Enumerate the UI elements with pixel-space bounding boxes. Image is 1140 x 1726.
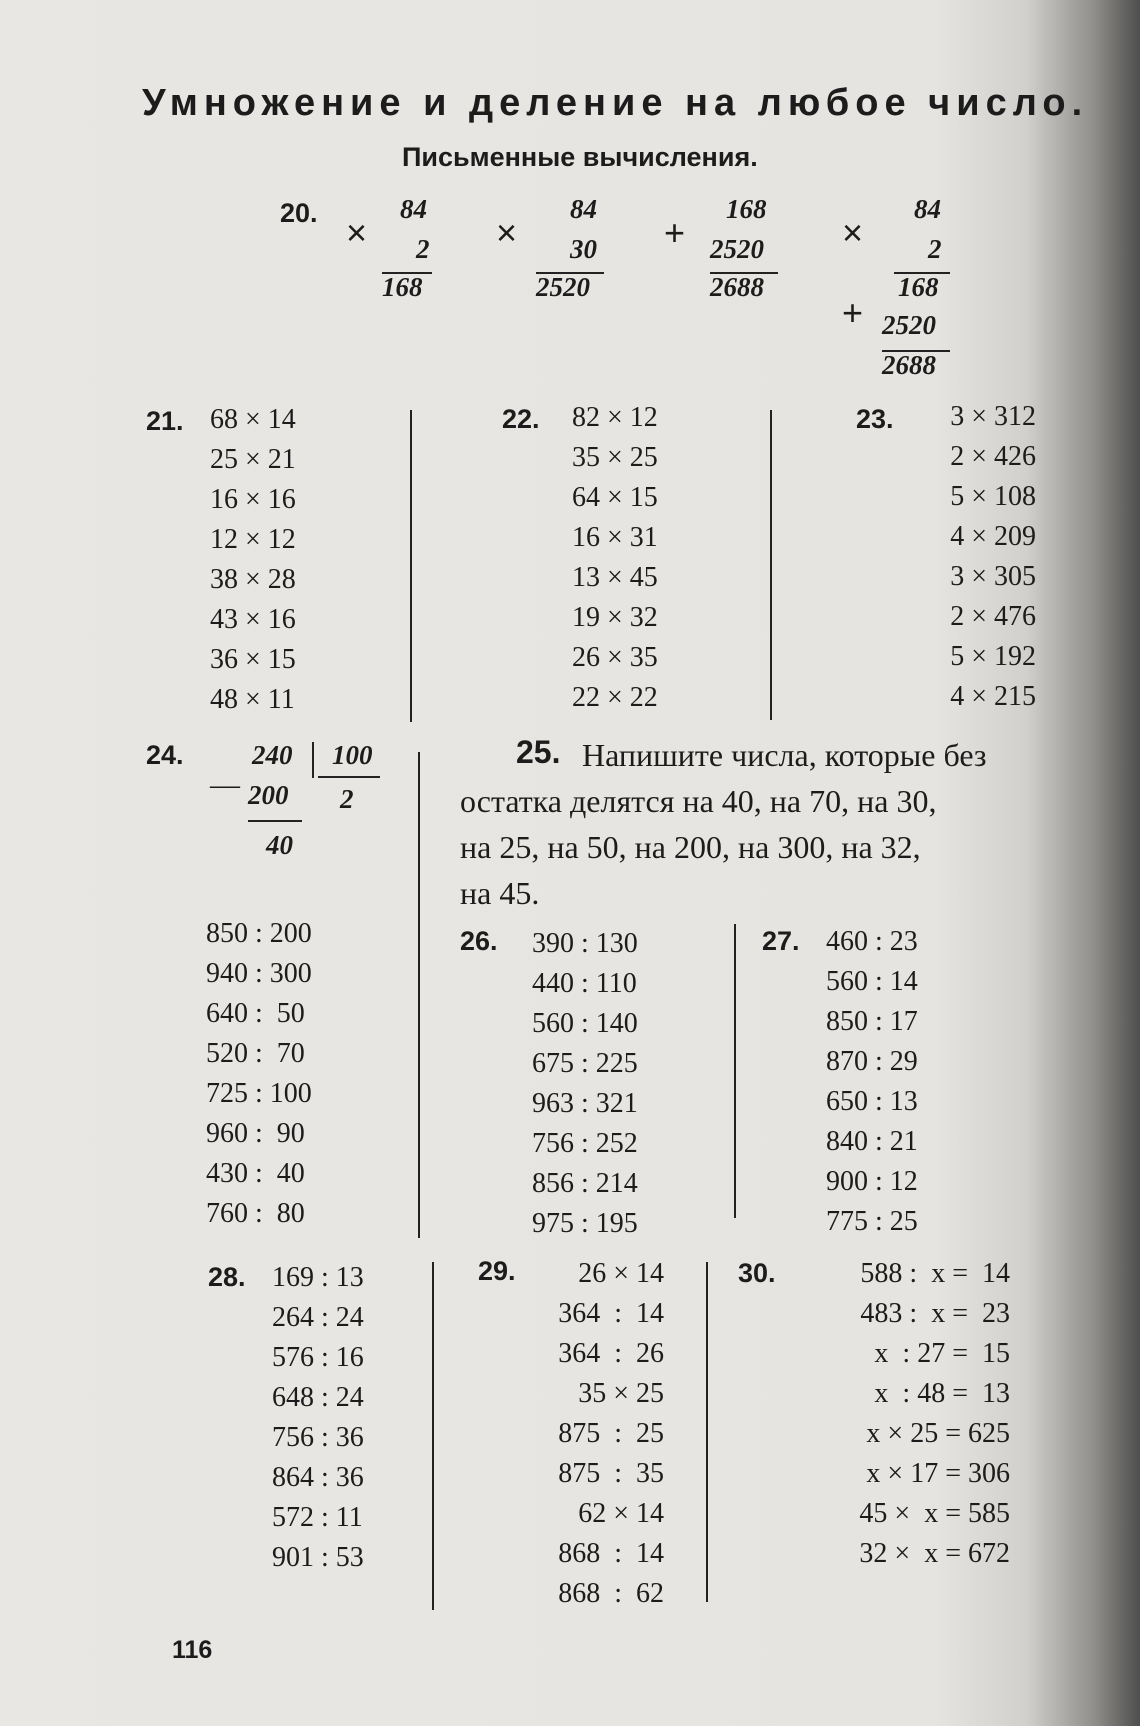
list-item: 12 × 12 <box>210 524 296 555</box>
result: 168 <box>382 272 423 302</box>
column-divider <box>432 1262 434 1610</box>
list-item: 38 × 28 <box>210 564 296 595</box>
result: 2688 <box>882 350 936 380</box>
operand: 2520 <box>882 310 936 340</box>
subtrahend: 200 <box>248 780 289 810</box>
list-item: 840 : 21 <box>826 1126 918 1157</box>
list-item: 640 : 50 <box>206 998 305 1029</box>
subtraction-line <box>248 820 302 822</box>
page-title: Умножение и деление на любое число. <box>142 82 1089 124</box>
list-item: x × 17 = 306 <box>866 1458 1010 1489</box>
list-item: 760 : 80 <box>206 1198 305 1229</box>
column-divider <box>734 924 736 1218</box>
list-item: 2 × 476 <box>950 601 1036 632</box>
list-item: 460 : 23 <box>826 926 918 957</box>
list-item: 588 : x = 14 <box>860 1258 1010 1289</box>
paragraph-line: на 45. <box>460 875 540 911</box>
paragraph-line: остатка делятся на 40, на 70, на 30, <box>460 783 937 819</box>
list-item: 2 × 426 <box>950 441 1036 472</box>
list-item: 364 : 26 <box>558 1338 664 1369</box>
exercise-number: 23. <box>856 404 894 434</box>
list-item: 62 × 14 <box>578 1498 664 1529</box>
list-item: 520 : 70 <box>206 1038 305 1069</box>
operand: 84 <box>570 194 597 224</box>
list-item: 5 × 108 <box>950 481 1036 512</box>
multiply-sign: × <box>496 212 518 253</box>
list-item: 756 : 252 <box>532 1128 638 1159</box>
operand: 2520 <box>710 234 764 264</box>
list-item: 856 : 214 <box>532 1168 638 1199</box>
list-item: 3 × 312 <box>950 401 1036 432</box>
list-item: 483 : x = 23 <box>860 1298 1010 1329</box>
exercise-number: 20. <box>280 198 318 228</box>
list-item: 572 : 11 <box>272 1502 363 1533</box>
exercise-number: 24. <box>146 740 184 770</box>
divisor: 100 <box>332 740 373 770</box>
list-item: 25 × 21 <box>210 444 296 475</box>
list-item: 560 : 140 <box>532 1008 638 1039</box>
operand: 84 <box>400 194 427 224</box>
multiply-sign: × <box>346 212 368 253</box>
list-item: 864 : 36 <box>272 1462 364 1493</box>
division-bar <box>312 742 314 778</box>
list-item: 900 : 12 <box>826 1166 918 1197</box>
list-item: 576 : 16 <box>272 1342 364 1373</box>
list-item: 16 × 31 <box>572 522 658 553</box>
list-item: 43 × 16 <box>210 604 296 635</box>
exercise-number: 29. <box>478 1256 516 1286</box>
operand: 30 <box>570 234 597 264</box>
list-item: 868 : 62 <box>558 1578 664 1609</box>
list-item: 963 : 321 <box>532 1088 638 1119</box>
list-item: 64 × 15 <box>572 482 658 513</box>
result: 168 <box>898 272 939 302</box>
column-divider <box>770 410 772 720</box>
list-item: 960 : 90 <box>206 1118 305 1149</box>
exercise-number: 27. <box>762 926 800 956</box>
list-item: 4 × 215 <box>950 681 1036 712</box>
list-item: 756 : 36 <box>272 1422 364 1453</box>
list-item: 5 × 192 <box>950 641 1036 672</box>
page-number: 116 <box>172 1636 213 1664</box>
operand: 84 <box>914 194 941 224</box>
list-item: 850 : 200 <box>206 918 312 949</box>
list-item: 648 : 24 <box>272 1382 364 1413</box>
list-item: 675 : 225 <box>532 1048 638 1079</box>
list-item: 22 × 22 <box>572 682 658 713</box>
list-item: x : 27 = 15 <box>874 1338 1010 1369</box>
list-item: 4 × 209 <box>950 521 1036 552</box>
multiply-sign: × <box>842 212 864 253</box>
list-item: 870 : 29 <box>826 1046 918 1077</box>
list-item: 430 : 40 <box>206 1158 305 1189</box>
list-item: 901 : 53 <box>272 1542 364 1573</box>
plus-sign: + <box>664 212 686 253</box>
list-item: 390 : 130 <box>532 928 638 959</box>
list-item: 48 × 11 <box>210 684 295 715</box>
column-divider <box>706 1262 708 1602</box>
list-item: 875 : 35 <box>558 1458 664 1489</box>
list-item: 16 × 16 <box>210 484 296 515</box>
operand: 168 <box>726 194 767 224</box>
list-item: 875 : 25 <box>558 1418 664 1449</box>
list-item: 169 : 13 <box>272 1262 364 1293</box>
quotient: 2 <box>340 784 354 814</box>
list-item: 560 : 14 <box>826 966 918 997</box>
list-item: 650 : 13 <box>826 1086 918 1117</box>
list-item: 850 : 17 <box>826 1006 918 1037</box>
list-item: 35 × 25 <box>578 1378 664 1409</box>
list-item: 868 : 14 <box>558 1538 664 1569</box>
exercise-number: 21. <box>146 406 184 436</box>
paragraph-line: на 25, на 50, на 200, на 300, на 32, <box>460 829 921 865</box>
list-item: 264 : 24 <box>272 1302 364 1333</box>
remainder: 40 <box>266 830 293 860</box>
list-item: 32 × x = 672 <box>859 1538 1010 1569</box>
page-subtitle: Письменные вычисления. <box>402 142 758 172</box>
result: 2688 <box>710 272 764 302</box>
plus-sign: + <box>842 292 864 333</box>
divisor-line <box>318 776 380 778</box>
list-item: 975 : 195 <box>532 1208 638 1239</box>
list-item: 13 × 45 <box>572 562 658 593</box>
exercise-number: 30. <box>738 1258 776 1288</box>
paragraph-line: Напишите числа, которые без <box>582 737 987 773</box>
list-item: 775 : 25 <box>826 1206 918 1237</box>
operand: 2 <box>928 234 942 264</box>
list-item: 45 × x = 585 <box>859 1498 1010 1529</box>
operand: 2 <box>416 234 430 264</box>
column-divider <box>418 752 420 1238</box>
exercise-number: 25. <box>516 734 561 770</box>
list-item: 36 × 15 <box>210 644 296 675</box>
list-item: 26 × 35 <box>572 642 658 673</box>
list-item: 68 × 14 <box>210 404 296 435</box>
list-item: x × 25 = 625 <box>866 1418 1010 1449</box>
list-item: 725 : 100 <box>206 1078 312 1109</box>
list-item: 82 × 12 <box>572 402 658 433</box>
exercise-number: 28. <box>208 1262 246 1292</box>
column-divider <box>410 410 412 722</box>
list-item: 940 : 300 <box>206 958 312 989</box>
list-item: 3 × 305 <box>950 561 1036 592</box>
list-item: 26 × 14 <box>578 1258 664 1289</box>
exercise-number: 26. <box>460 926 498 956</box>
minus-sign: — <box>210 768 240 801</box>
list-item: x : 48 = 13 <box>874 1378 1010 1409</box>
list-item: 19 × 32 <box>572 602 658 633</box>
exercise-number: 22. <box>502 404 540 434</box>
dividend: 240 <box>252 740 293 770</box>
list-item: 364 : 14 <box>558 1298 664 1329</box>
list-item: 440 : 110 <box>532 968 637 999</box>
result: 2520 <box>536 272 590 302</box>
list-item: 35 × 25 <box>572 442 658 473</box>
